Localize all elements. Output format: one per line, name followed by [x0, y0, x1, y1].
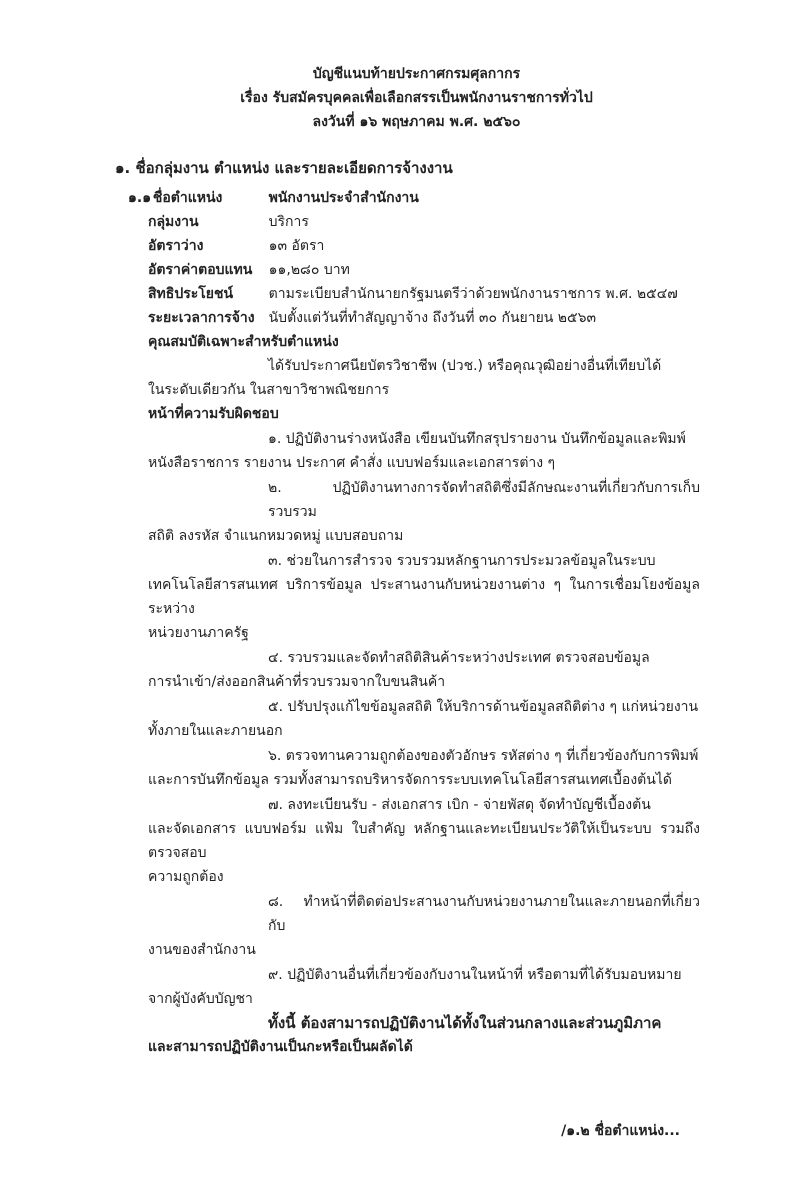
responsibility-item-6 — [148, 744, 700, 792]
responsibility-item-5-line: ๕. ปรับปรุงแก้ไขข้อมูลสถิติ ให้บริการด้านข้อมูลสถิติต่าง ๆ แก่หน่วยงาน — [268, 699, 699, 715]
responsibility-item-5-cont: ทั้งภายในและภายนอก — [148, 723, 283, 739]
section-heading: ๑. ชื่อกลุ่มงาน ตำแหน่ง และรายละเอียดการจ้างงาน — [115, 159, 453, 177]
responsibility-item-1-cont: หนังสือราชการ รายงาน ประกาศ คำสั่ง แบบฟอร์มและเอกสารต่าง ๆ — [148, 455, 556, 471]
closing-statement: ทั้งนี้ ต้องสามารถปฏิบัติงานได้ทั้งในส่วนกลางและส่วนภูมิภาค — [268, 1014, 662, 1032]
field-label-duration: ระยะเวลาการจ้าง — [148, 310, 255, 326]
responsibility-item-8 — [148, 890, 700, 962]
field-value-position: พนักงานประจำสำนักงาน — [268, 190, 419, 206]
field-value-benefits: ตามระเบียบสำนักนายกรัฐมนตรีว่าด้วยพนักงานราชการ พ.ศ. ๒๕๔๗ — [268, 286, 678, 302]
responsibility-item-9-cont: จากผู้บังคับบัญชา — [148, 991, 253, 1007]
qualifications-line: ในระดับเดียวกัน ในสาขาวิชาพณิชยการ — [148, 382, 390, 398]
responsibility-item-8-line: ๘. ทำหน้าที่ติดต่อประสานงานกับหน่วยงานภายในและภายนอกที่เกี่ยวกับ — [268, 894, 700, 934]
section-body — [128, 186, 700, 1059]
closing-statement-cont: และสามารถปฏิบัติงานเป็นกะหรือเป็นผลัดได้ — [148, 1039, 413, 1055]
responsibility-item-3-line: ๓. ช่วยในการสำรวจ รวบรวมหลักฐานการประมวลข้อมูลในระบบ — [268, 553, 656, 569]
responsibility-item-3 — [148, 549, 700, 645]
responsibility-item-4 — [148, 646, 700, 694]
responsibility-item-6-cont: และการบันทึกข้อมูล รวมทั้งสามารถบริหารจัดการระบบเทคโนโลยีสารสนเทศเบื้องต้นได้ — [148, 772, 672, 788]
responsibility-item-4-cont: การนำเข้า/ส่งออกสินค้าที่รวบรวมจากใบขนสินค้า — [148, 674, 446, 690]
responsibility-item-3-cont: เทคโนโลยีสารสนเทศ บริการข้อมูล ประสานงานกับหน่วยงานต่าง ๆ ในการเชื่อมโยงข้อมูลระหว่าง — [148, 577, 700, 617]
document-title: บัญชีแนบท้ายประกาศกรมศุลกากร — [312, 66, 521, 82]
field-value-duration: นับตั้งแต่วันที่ทำสัญญาจ้าง ถึงวันที่ ๓๐ กันยายน ๒๕๖๓ — [268, 310, 597, 326]
qualifications-heading: คุณสมบัติเฉพาะสำหรับตำแหน่ง — [148, 334, 339, 350]
document-subject: เรื่อง รับสมัครบุคคลเพื่อเลือกสรรเป็นพนักงานราชการทั่วไป — [240, 90, 593, 106]
field-value-vacancies: ๑๓ อัตรา — [268, 238, 325, 254]
position-fields — [128, 186, 700, 330]
field-value-salary: ๑๑,๒๘๐ บาท — [268, 262, 350, 278]
responsibility-item-2-cont: สถิติ ลงรหัส จำแนกหมวดหมู่ แบบสอบถาม — [148, 528, 404, 544]
field-label-salary: อัตราค่าตอบแทน — [148, 262, 253, 278]
responsibility-item-2-line: ๒. ปฏิบัติงานทางการจัดทำสถิติซึ่งมีลักษณะงานที่เกี่ยวกับการเก็บรวบรวม — [268, 480, 700, 520]
responsibility-item-3-cont: หน่วยงานภาครัฐ — [148, 625, 249, 641]
field-label-benefits: สิทธิประโยชน์ — [148, 286, 234, 302]
responsibility-item-6-line: ๖. ตรวจทานความถูกต้องของตัวอักษร รหัสต่าง ๆ ที่เกี่ยวข้องกับการพิมพ์ — [268, 748, 699, 764]
responsibility-item-7-cont: และจัดเอกสาร แบบฟอร์ม แฟ้ม ใบสำคัญ หลักฐานและทะเบียนประวัติให้เป็นระบบ รวมถึงตรวจสอบ — [148, 821, 700, 861]
field-label-vacancies: อัตราว่าง — [148, 238, 204, 254]
responsibility-item-5 — [148, 695, 700, 743]
responsibility-item-1 — [148, 427, 700, 475]
qualifications-line: ได้รับประกาศนียบัตรวิชาชีพ (ปวช.) หรือคุณวุฒิอย่างอื่นที่เทียบได้ — [268, 358, 662, 374]
subsection-number: ๑.๑ — [128, 190, 152, 206]
responsibility-item-9 — [148, 963, 700, 1011]
responsibility-item-7-line: ๗. ลงทะเบียนรับ - ส่งเอกสาร เบิก - จ่ายพัสดุ จัดทำบัญชีเบื้องต้น — [268, 797, 651, 813]
field-value-group: บริการ — [268, 214, 309, 230]
responsibilities-heading: หน้าที่ความรับผิดชอบ — [148, 406, 279, 422]
responsibility-item-4-line: ๔. รวบรวมและจัดทำสถิติสินค้าระหว่างประเทศ ตรวจสอบข้อมูล — [268, 650, 650, 666]
document-date: ลงวันที่ ๑๖ พฤษภาคม พ.ศ. ๒๕๖๐ — [312, 114, 521, 130]
field-label-position-wrap — [128, 186, 255, 210]
responsibility-item-8-cont: งานของสำนักงาน — [148, 942, 256, 958]
responsibility-item-2 — [148, 476, 700, 548]
responsibility-item-7-cont: ความถูกต้อง — [148, 869, 224, 885]
field-label-group: กลุ่มงาน — [148, 214, 199, 230]
responsibility-item-7 — [148, 793, 700, 889]
responsibility-item-9-line: ๙. ปฏิบัติงานอื่นที่เกี่ยวข้องกับงานในหน้าที่ หรือตามที่ได้รับมอบหมาย — [268, 967, 682, 983]
page-continuation: /๑.๒ ชื่อตำแหน่ง... — [561, 1123, 680, 1139]
responsibility-item-1-line: ๑. ปฏิบัติงานร่างหนังสือ เขียนบันทึกสรุปรายงาน บันทึกข้อมูลและพิมพ์ — [268, 431, 686, 447]
field-label-position: ชื่อตำแหน่ง — [152, 190, 223, 206]
